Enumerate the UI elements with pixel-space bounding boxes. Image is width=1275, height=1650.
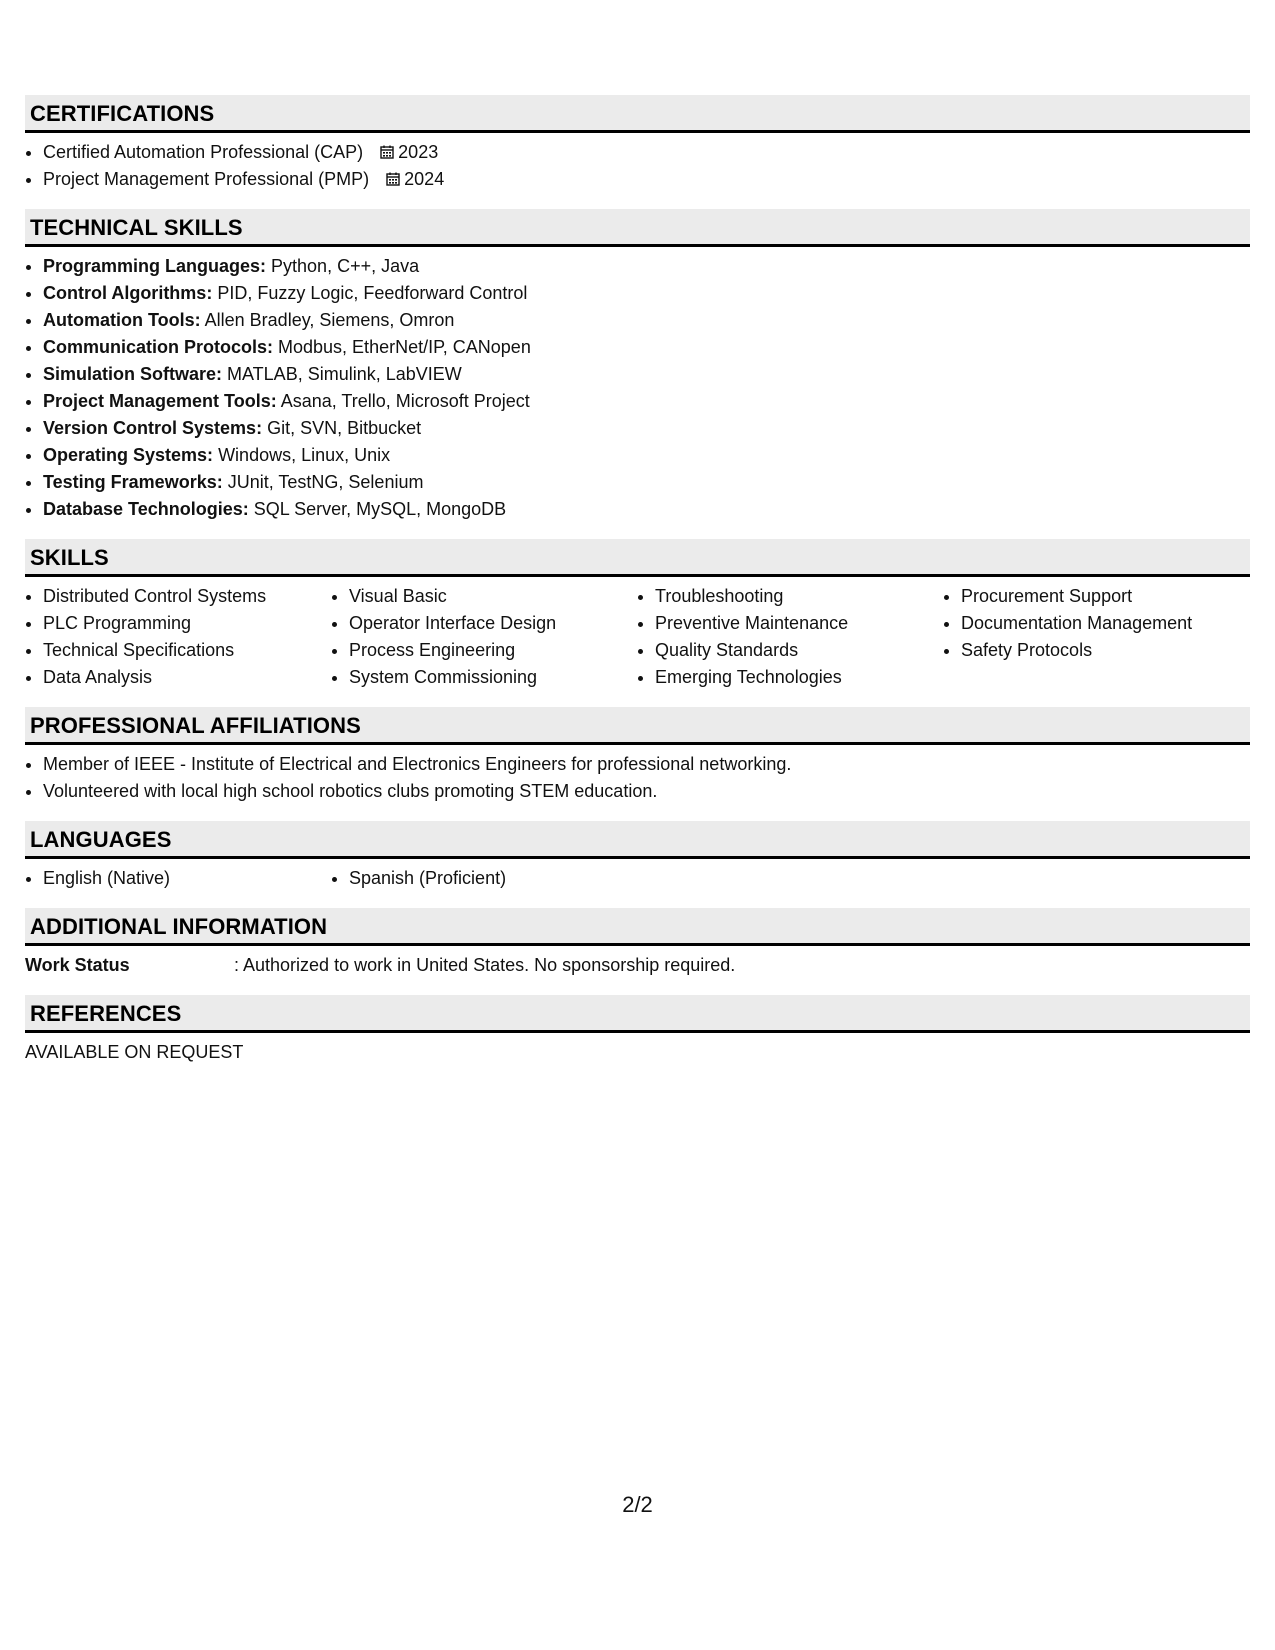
skill-value: JUnit, TestNG, Selenium bbox=[222, 472, 424, 492]
references-text: AVAILABLE ON REQUEST bbox=[25, 1042, 244, 1062]
section-title-technical-skills: TECHNICAL SKILLS bbox=[25, 209, 1250, 247]
info-row bbox=[25, 946, 1250, 983]
technical-skills-list bbox=[25, 247, 1250, 527]
list-item: • Emerging Technologies bbox=[655, 664, 943, 691]
certification-year: 2024 bbox=[404, 169, 445, 189]
info-value: : Authorized to work in United States. No sponsorship required. bbox=[234, 955, 736, 975]
skill-value: MATLAB, Simulink, LabVIEW bbox=[222, 364, 462, 384]
list-item bbox=[43, 139, 1250, 166]
languages-column bbox=[25, 865, 331, 892]
calendar-icon bbox=[386, 172, 400, 186]
list-item: • Spanish (Proficient) bbox=[349, 865, 637, 892]
skill-value: PID, Fuzzy Logic, Feedforward Control bbox=[212, 283, 528, 303]
section-title-additional-info: ADDITIONAL INFORMATION bbox=[25, 908, 1250, 946]
resume-page bbox=[25, 95, 1250, 1078]
list-item bbox=[43, 469, 1250, 496]
skill-value: SQL Server, MySQL, MongoDB bbox=[248, 499, 507, 519]
list-item: • Volunteered with local high school robotics clubs promoting STEM education. bbox=[43, 778, 1250, 805]
list-item bbox=[43, 496, 1250, 523]
list-item: • English (Native) bbox=[43, 865, 331, 892]
section-title-languages: LANGUAGES bbox=[25, 821, 1250, 859]
skills-section bbox=[25, 539, 1250, 695]
section-title-affiliations: PROFESSIONAL AFFILIATIONS bbox=[25, 707, 1250, 745]
skill-label: Database Technologies: bbox=[43, 499, 249, 519]
certifications-section bbox=[25, 95, 1250, 197]
skill-value: Git, SVN, Bitbucket bbox=[262, 418, 422, 438]
list-item: • Member of IEEE - Institute of Electrical and Electronics Engineers for professional networking. bbox=[43, 751, 1250, 778]
info-label: Work Status bbox=[25, 955, 130, 975]
skill-value: Windows, Linux, Unix bbox=[213, 445, 391, 465]
skills-column bbox=[943, 583, 1249, 691]
skills-column bbox=[25, 583, 331, 691]
list-item: • Operator Interface Design bbox=[349, 610, 637, 637]
page-number: 2/2 bbox=[622, 1492, 653, 1517]
list-item bbox=[43, 280, 1250, 307]
references-section bbox=[25, 995, 1250, 1066]
list-item: • Quality Standards bbox=[655, 637, 943, 664]
languages-section bbox=[25, 821, 1250, 896]
certifications-list bbox=[25, 133, 1250, 197]
skill-label: Control Algorithms: bbox=[43, 283, 213, 303]
skill-label: Project Management Tools: bbox=[43, 391, 277, 411]
list-item: • Distributed Control Systems bbox=[43, 583, 331, 610]
calendar-icon bbox=[380, 145, 394, 159]
section-title-certifications: CERTIFICATIONS bbox=[25, 95, 1250, 133]
technical-skills-section bbox=[25, 209, 1250, 527]
section-title-skills: SKILLS bbox=[25, 539, 1250, 577]
skill-label: Programming Languages: bbox=[43, 256, 267, 276]
list-item: • Preventive Maintenance bbox=[655, 610, 943, 637]
list-item: • Procurement Support bbox=[961, 583, 1249, 610]
skill-label: Communication Protocols: bbox=[43, 337, 274, 357]
affiliations-list bbox=[25, 745, 1250, 809]
list-item bbox=[43, 253, 1250, 280]
skill-label: Testing Frameworks: bbox=[43, 472, 223, 492]
skills-column bbox=[637, 583, 943, 691]
list-item: • Safety Protocols bbox=[961, 637, 1249, 664]
certification-name: Certified Automation Professional (CAP) bbox=[43, 142, 364, 162]
list-item bbox=[43, 415, 1250, 442]
list-item bbox=[43, 442, 1250, 469]
certification-year: 2023 bbox=[398, 142, 439, 162]
list-item bbox=[43, 361, 1250, 388]
section-title-references: REFERENCES bbox=[25, 995, 1250, 1033]
list-item: • PLC Programming bbox=[43, 610, 331, 637]
languages-column bbox=[331, 865, 637, 892]
list-item: • Technical Specifications bbox=[43, 637, 331, 664]
skill-label: Operating Systems: bbox=[43, 445, 214, 465]
list-item: • Data Analysis bbox=[43, 664, 331, 691]
list-item: • System Commissioning bbox=[349, 664, 637, 691]
skills-grid bbox=[25, 577, 1250, 695]
list-item: • Troubleshooting bbox=[655, 583, 943, 610]
skill-value: Modbus, EtherNet/IP, CANopen bbox=[273, 337, 531, 357]
list-item: • Visual Basic bbox=[349, 583, 637, 610]
skill-value: Python, C++, Java bbox=[266, 256, 420, 276]
list-item bbox=[43, 166, 1250, 193]
languages-grid bbox=[25, 859, 1250, 896]
list-item bbox=[43, 388, 1250, 415]
skill-label: Simulation Software: bbox=[43, 364, 223, 384]
skills-column bbox=[331, 583, 637, 691]
list-item bbox=[43, 307, 1250, 334]
skill-label: Version Control Systems: bbox=[43, 418, 263, 438]
affiliations-section bbox=[25, 707, 1250, 809]
skill-label: Automation Tools: bbox=[43, 310, 201, 330]
certification-name: Project Management Professional (PMP) bbox=[43, 169, 370, 189]
list-item: • Process Engineering bbox=[349, 637, 637, 664]
list-item: • Documentation Management bbox=[961, 610, 1249, 637]
skill-value: Asana, Trello, Microsoft Project bbox=[276, 391, 530, 411]
list-item bbox=[43, 334, 1250, 361]
skill-value: Allen Bradley, Siemens, Omron bbox=[200, 310, 455, 330]
additional-info-section bbox=[25, 908, 1250, 983]
